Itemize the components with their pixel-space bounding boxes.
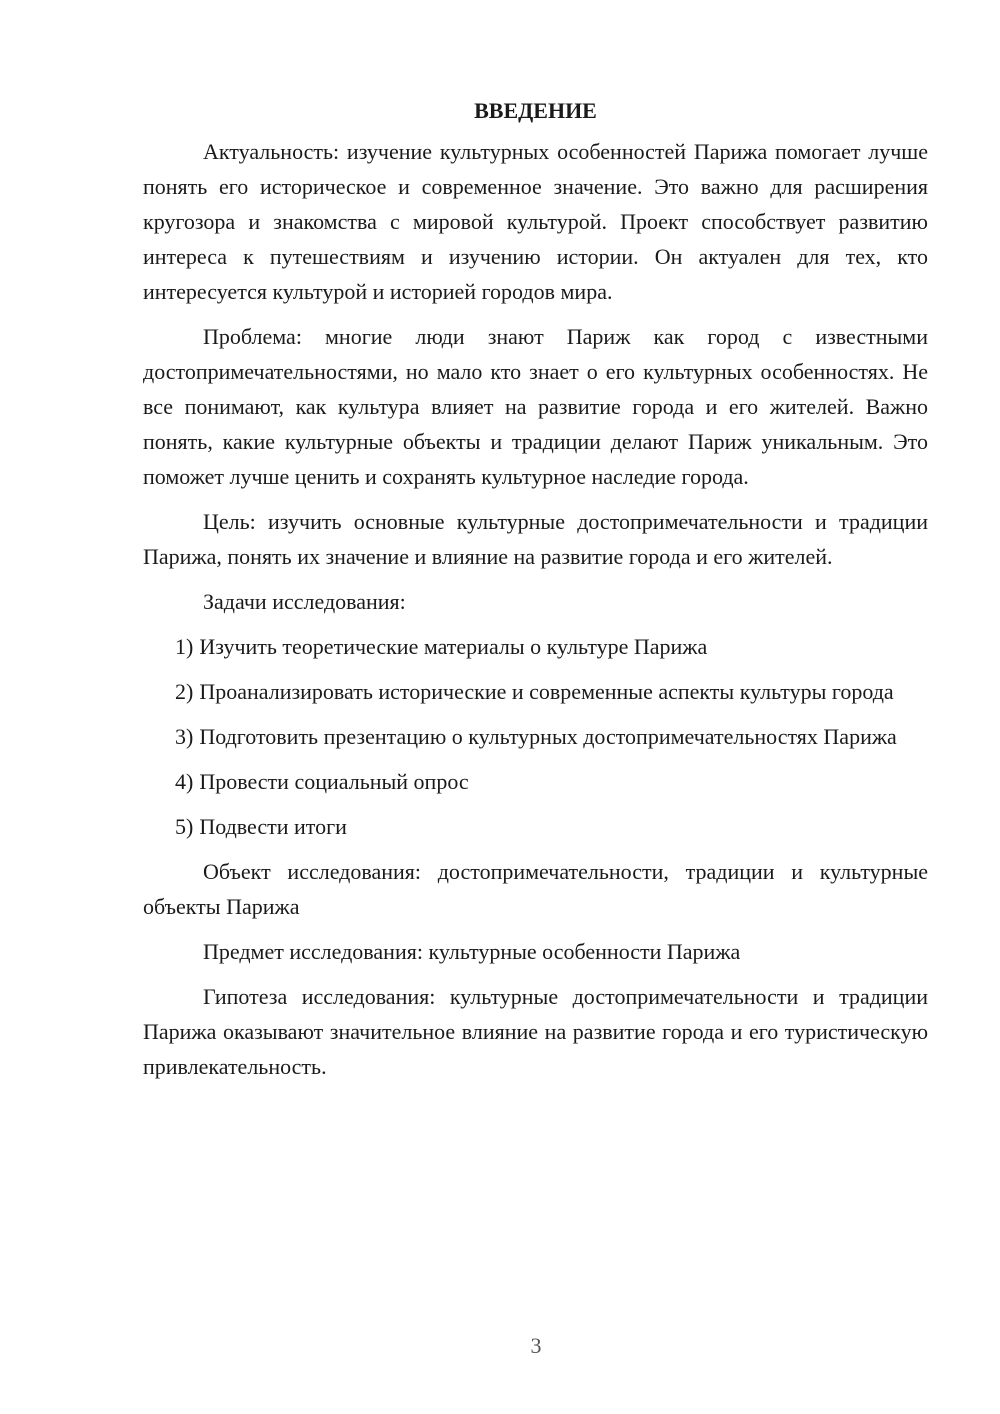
paragraph-object: Объект исследования: достопримечательности, традиции и культурные объекты Парижа: [143, 859, 928, 919]
task-number: 2): [175, 679, 194, 704]
paragraph-problem: Проблема: многие люди знают Париж как город с известными достопримечательностями, но мало кто знает о его культурных особенностях. Не все понимают, как культура влияет на развитие города и его жителей. Важно понять, какие культурные объекты и традиции делают Париж уникальным. Это поможет лучше ценить и сохранять культурное наследие города.: [143, 324, 928, 489]
task-list-item-3: [143, 719, 928, 754]
task-number: 5): [175, 814, 194, 839]
paragraph-relevance: Актуальность: изучение культурных особенностей Парижа помогает лучше понять его историческое и современное значение. Это важно для расширения кругозора и знакомства с мировой культурой. Проект способствует развитию интереса к путешествиям и изучению истории. Он актуален для тех, кто интересуется культурой и историей городов мира.: [143, 139, 928, 304]
task-text: Подвести итоги: [199, 814, 347, 839]
paragraph-tasks-heading: Задачи исследования:: [203, 589, 406, 614]
paragraph-goal: Цель: изучить основные культурные достопримечательности и традиции Парижа, понять их значение и влияние на развитие города и его жителей.: [143, 509, 928, 569]
task-text: Подготовить презентацию о культурных достопримечательностях Парижа: [199, 724, 897, 749]
task-text: Изучить теоретические материалы о культуре Парижа: [199, 634, 708, 659]
task-number: 4): [175, 769, 194, 794]
task-list-item-4: [143, 764, 928, 799]
task-list-item-5: [143, 809, 928, 844]
task-number: 3): [175, 724, 194, 749]
task-number: 1): [175, 634, 194, 659]
paragraph-hypothesis: Гипотеза исследования: культурные достопримечательности и традиции Парижа оказывают значительное влияние на развитие города и его туристическую привлекательность.: [143, 984, 928, 1079]
document-body: [143, 96, 928, 1094]
task-text: Проанализировать исторические и современные аспекты культуры города: [199, 679, 894, 704]
task-list-item-1: [143, 629, 928, 664]
task-text: Провести социальный опрос: [199, 769, 469, 794]
section-title: ВВЕДЕНИЕ: [474, 98, 597, 123]
task-list-item-2: [143, 674, 928, 709]
page-number: 3: [530, 1333, 542, 1358]
paragraph-subject: Предмет исследования: культурные особенности Парижа: [203, 939, 741, 964]
